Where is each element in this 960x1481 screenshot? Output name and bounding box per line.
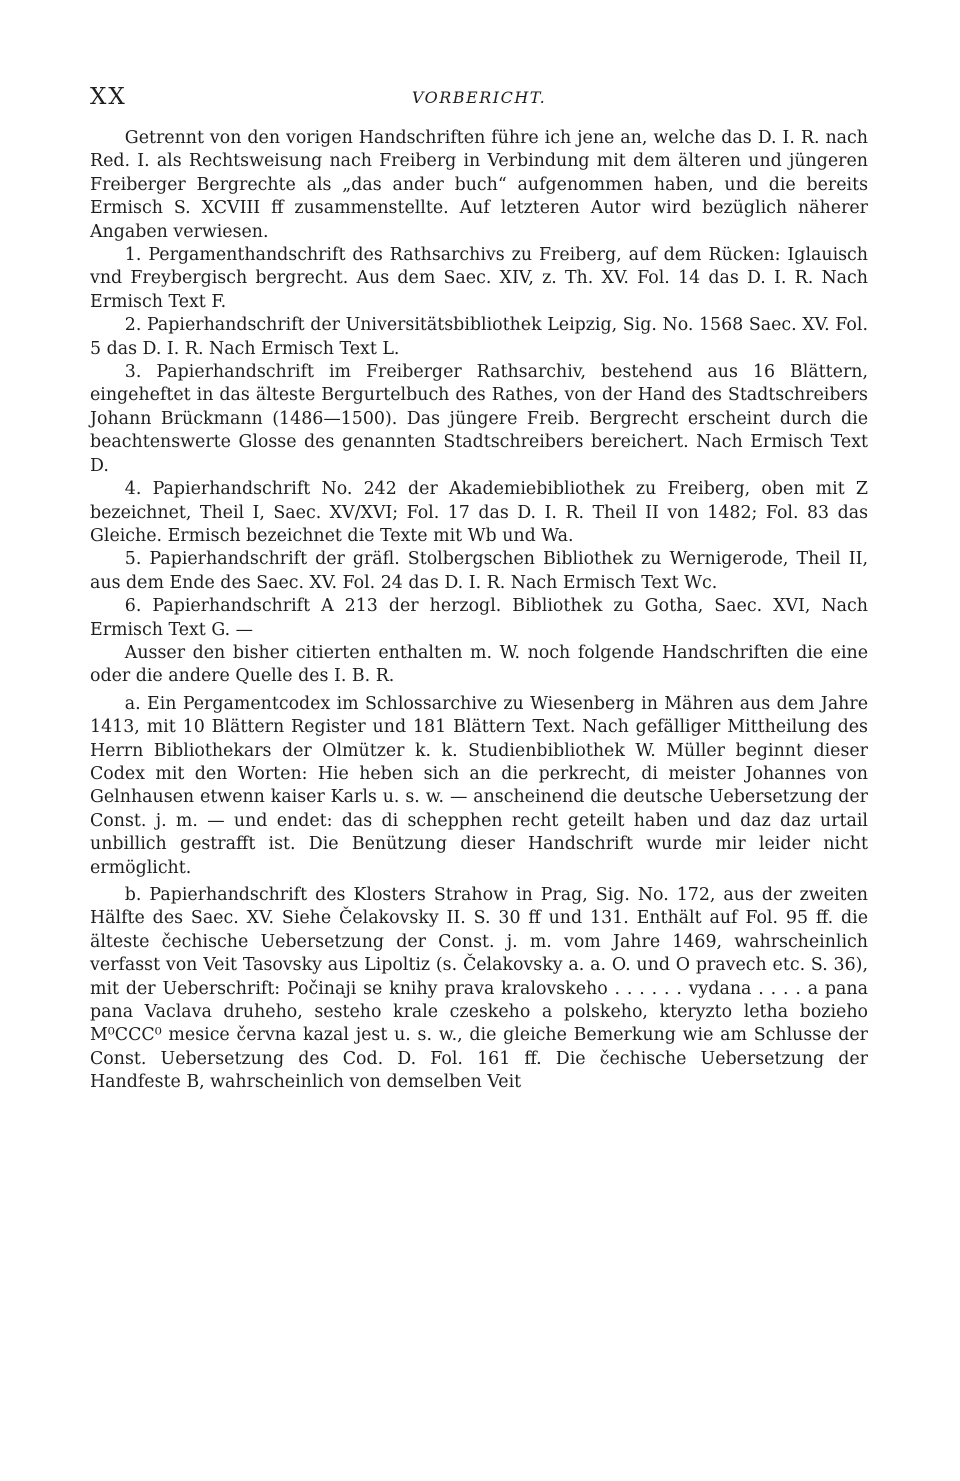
- paragraph-further-manuscripts: Ausser den bisher citierten enthalten m. W. noch folgende Handschriften die eine oder die andere Quelle des I. B. R.: [90, 642, 868, 687]
- running-title: VORBERICHT.: [411, 88, 547, 107]
- body-text: [90, 127, 868, 1095]
- page-number: XX: [90, 84, 127, 110]
- paragraph-item-b: b. Papierhandschrift des Klosters Strahow in Prag, Sig. No. 172, aus der zweiten Hälfte des Saec. XV. Siehe Čelakovsky II. S. 30 ff und 131. Enthält auf Fol. 95 ff. die älteste čechische Uebersetzung der Const. j. m. vom Jahre 1469, wahrscheinlich verfasst von Veit Tasovsky aus Lipoltiz (s. Čelakovsky a. a. O. und O pravech etc. S. 36), mit der Ueberschrift: Počinaji se knihy prava kralovskeho . . . . . . vydana . . . . a pana pana Vaclava druheho, sesteho krale czeskeho a polskeho, kteryzto letha bozieho M⁰CCC⁰ mesice června kazal jest u. s. w., die gleiche Bemerkung wie am Schlusse der Const. Uebersetzung des Cod. D. Fol. 161 ff. Die čechische Uebersetzung der Handfeste B, wahrscheinlich von demselben Veit: [90, 885, 868, 1093]
- paragraph-item-5: 5. Papierhandschrift der gräfl. Stolbergschen Bibliothek zu Wernigerode, Theil II, aus dem Ende des Saec. XV. Fol. 24 das D. I. R. Nach Ermisch Text Wc.: [90, 549, 868, 593]
- paragraph-item-2: 2. Papierhandschrift der Universitätsbibliothek Leipzig, Sig. No. 1568 Saec. XV. Fol. 5 das D. I. R. Nach Ermisch Text L.: [90, 315, 868, 359]
- paragraph-item-1: 1. Pergamenthandschrift des Rathsarchivs zu Freiberg, auf dem Rücken: Iglauisch vnd Freybergisch bergrecht. Aus dem Saec. XIV, z. Th. XV. Fol. 14 das D. I. R. Nach Ermisch Text F.: [90, 245, 868, 312]
- paragraph-intro: Getrennt von den vorigen Handschriften führe ich jene an, welche das D. I. R. nach Red. I. als Rechtsweisung nach Freiberg in Verbindung mit dem älteren und jüngeren Freiberger Bergrechte als „das ander buch“ aufgenommen haben, und die bereits Ermisch S. XCVIII ff zusammenstellte. Auf letzteren Autor wird bezüglich näherer Angaben verwiesen.: [90, 128, 868, 242]
- paragraph-item-3: 3. Papierhandschrift im Freiberger Rathsarchiv, bestehend aus 16 Blättern, eingeheftet in das älteste Bergurtelbuch des Rathes, von der Hand des Stadtschreibers Johann Brückmann (1486—1500). Das jüngere Freib. Bergrecht erscheint durch die beachtenswerte Glosse des genannten Stadtschreibers bereichert. Nach Ermisch Text D.: [90, 362, 868, 476]
- paragraph-item-a: a. Ein Pergamentcodex im Schlossarchive zu Wiesenberg in Mähren aus dem Jahre 1413, mit 10 Blättern Register und 181 Blättern Text. Nach gefälliger Mittheilung des Herrn Bibliothekars der Olmützer k. k. Studienbibliothek W. Müller beginnt dieser Codex mit den Worten: Hie heben sich an die perkrecht, di meister Johannes von Gelnhausen etwenn kaiser Karls u. s. w. — anscheinend die deutsche Uebersetzung der Const. j. m. — und endet: das di schepphen recht geteilt haben und daz daz urtail unbillich gestrafft ist. Die Benützung dieser Handschrift wurde mir leider nicht ermöglicht.: [90, 693, 868, 878]
- paragraph-item-4: 4. Papierhandschrift No. 242 der Akademiebibliothek zu Freiberg, oben mit Z bezeichnet, Theil I, Saec. XV/XVI; Fol. 17 das D. I. R. Theil II von 1482; Fol. 83 das Gleiche. Ermisch bezeichnet die Texte mit Wb und Wa.: [90, 479, 868, 546]
- paragraph-item-6: 6. Papierhandschrift A 213 der herzogl. Bibliothek zu Gotha, Saec. XVI, Nach Ermisch Text G. —: [90, 596, 868, 640]
- page-header: [90, 84, 868, 114]
